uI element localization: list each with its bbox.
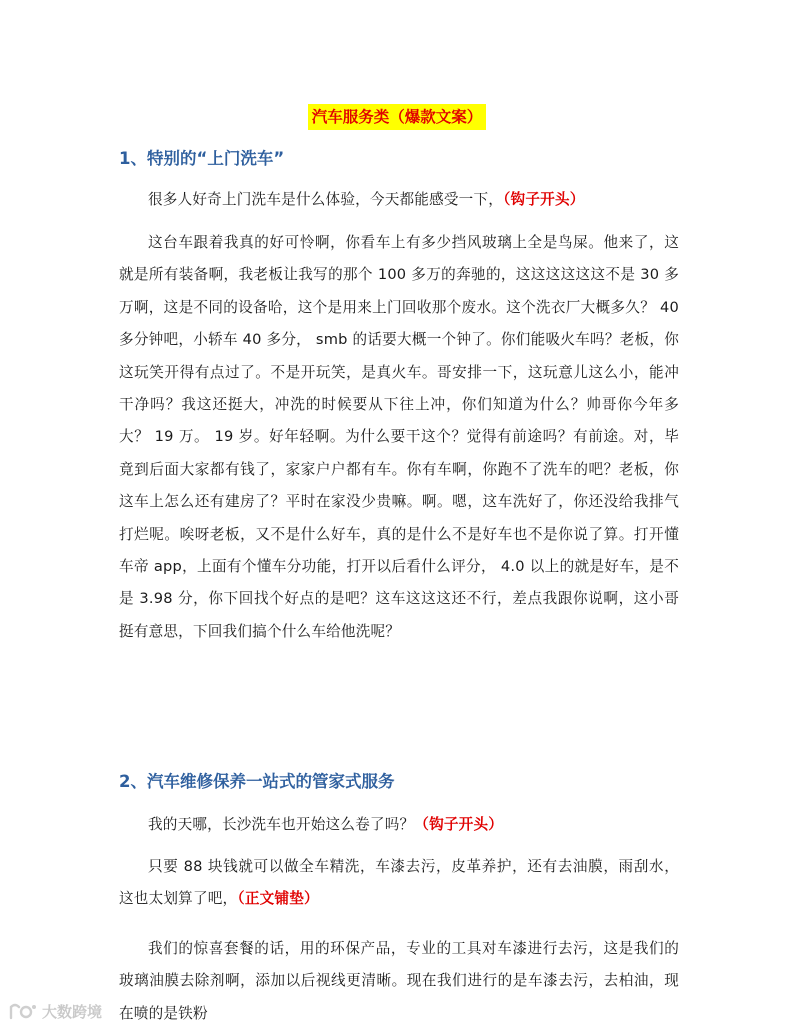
section-2-paragraph-2 — [119, 851, 679, 916]
paragraph-text: 很多人好奇上门洗车是什么体验，今天都能感受一下， — [148, 191, 504, 208]
section-2-paragraph-3: 我们的惊喜套餐的话，用的环保产品，专业的工具对车漆进行去污，这是我们的玻璃油膜去除剂啊，添加以后视线更清晰。现在我们进行的是车漆去污，去柏油，现在喷的是铁粉 — [119, 940, 679, 1022]
hook-tag: （钩子开头） — [414, 816, 504, 833]
section-2-heading: 2、汽车维修保养一站式的管家式服务 — [119, 772, 395, 791]
section-1-paragraph-1 — [119, 184, 679, 216]
watermark-text: 大数跨境 — [42, 1002, 103, 1021]
document-title: 汽车服务类（爆款文案） — [308, 104, 487, 130]
paragraph-text: 我的天哪，长沙洗车也开始这么卷了吗？ — [148, 816, 415, 833]
section-1-paragraph-2: 这台车跟着我真的好可怜啊，你看车上有多少挡风玻璃上全是鸟屎。他来了，这就是所有装备啊，我老板让我写的那个 100 多万的奔驰的，这这这这这这不是 30 多万啊，这是不同的设备哈，这个是用来上门回收那个废水。这个洗衣厂大概多久？ 40 多分钟吧，小轿车 40 多分， smb 的话要大概一个钟了。你们能吸火车吗？老板，你这玩笑开得有点过了。不是开玩笑，是真火车。哥安排一下，这玩意儿这么小，能冲干净吗？我这还挺大，冲洗的时候要从下往上冲，你们知道为什么？帅哥你今年多大？ 19 万。 19 岁。好年轻啊。为什么要干这个？觉得有前途吗？有前途。对，毕竟到后面大家都有钱了，家家户户都有车。你有车啊，你跑不了洗车的吧？老板，你这车上怎么还有建房了？平时在家没少贵嘛。啊。嗯，这车洗好了，你还没给我排气打烂呢。唉呀老板，又不是什么好车，真的是什么不是好车也不是你说了算。打开懂车帝 app，上面有个懂车分功能，打开以后看什么评分， 4.0 以上的就是好车，是不是 3.98 分，你下回找个好点的是吧？这车这这这还不行，差点我跟你说啊，这小哥挺有意思，下回我们搞个什么车给他洗呢？ — [119, 234, 679, 640]
title-wrapper — [0, 104, 794, 130]
section-2-paragraph-1 — [119, 809, 679, 841]
paragraph-text: 只要 88 块钱就可以做全车精洗，车漆去污，皮革养护，还有去油膜，雨刮水，这也太划算了吧， — [119, 858, 679, 908]
hook-tag: （钩子开头） — [503, 191, 585, 208]
body-tag: （正文铺垫） — [237, 890, 319, 908]
watermark-logo-icon — [8, 1001, 38, 1021]
section-1-heading: 1、特别的“上门洗车” — [119, 149, 285, 168]
watermark — [8, 1000, 102, 1022]
